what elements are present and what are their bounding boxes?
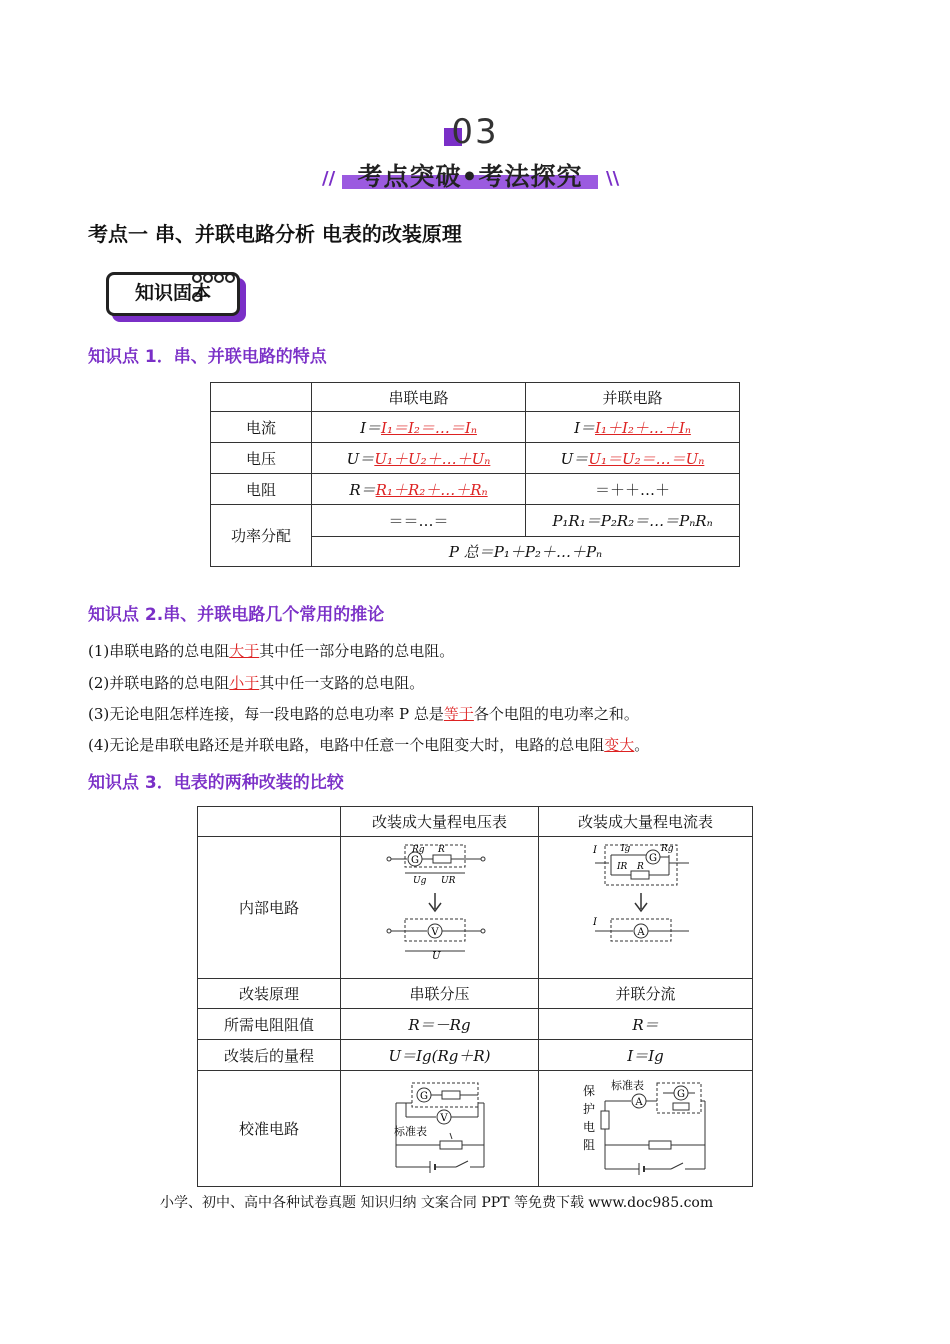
table-row	[211, 474, 740, 505]
kp2-title: 知识点 2.串、并联电路几个常用的推论	[88, 605, 385, 625]
ig-label: Ig	[620, 843, 630, 854]
kp1-title: 知识点 1．串、并联电路的特点	[88, 347, 327, 367]
table-row	[198, 979, 753, 1009]
knowledge-badge	[106, 272, 242, 318]
voltmeter-cell: 串联分压	[341, 979, 539, 1009]
table-row	[198, 1040, 753, 1071]
ammeter-internal-circuit	[539, 837, 753, 979]
voltmeter-cell: U＝Ig(Rg＋R)	[341, 1040, 539, 1071]
ug-label: Ug	[412, 875, 426, 886]
galvanometer-label: G	[410, 854, 419, 866]
ammeter-calibration-circuit	[539, 1071, 753, 1187]
kp1-header-parallel: 并联电路	[526, 383, 740, 412]
u-label: U	[431, 950, 440, 962]
row-label: 内部电路	[198, 837, 341, 979]
i-label: I	[592, 844, 597, 856]
list-item: (1)串联电路的总电阻大于其中任一部分电路的总电阻。	[88, 642, 455, 660]
series-cell: R＝R₁＋R₂＋…＋Rₙ	[312, 474, 526, 505]
voltmeter-cell: R＝－Rg	[341, 1009, 539, 1040]
svg-text:保: 保	[582, 1083, 595, 1098]
voltmeter-label: V	[430, 926, 439, 938]
svg-text:阻: 阻	[582, 1137, 595, 1152]
i-label: I	[592, 916, 597, 928]
row-label: 电流	[211, 412, 312, 443]
parallel-cell: ＝＋＋…＋	[526, 474, 740, 505]
ammeter-cell: I＝Ig	[539, 1040, 753, 1071]
series-cell: I＝I₁＝I₂＝…＝Iₙ	[312, 412, 526, 443]
topic-heading: 考点一 串、并联电路分析 电表的改装原理	[88, 222, 462, 246]
svg-text:G: G	[419, 1090, 428, 1102]
svg-text:G: G	[676, 1088, 685, 1100]
table-row	[198, 837, 753, 979]
ammeter-cell: R＝	[539, 1009, 753, 1040]
kp3-title: 知识点 3．电表的两种改装的比较	[88, 773, 344, 793]
svg-text:护: 护	[582, 1101, 595, 1116]
parallel-cell: U＝U₁＝U₂＝…＝Uₙ	[526, 443, 740, 474]
table-row	[198, 1009, 753, 1040]
badge-dots-decoration	[192, 268, 240, 276]
parallel-cell: P₁R₁＝P₂R₂＝…＝PₙRₙ	[526, 505, 740, 537]
list-item: (3)无论电阻怎样连接，每一段电路的总电功率 P 总是等于各个电阻的电功率之和。	[88, 705, 639, 723]
row-label: 改装原理	[198, 979, 341, 1009]
r-label: R	[437, 844, 445, 855]
ammeter-conversion-diagram	[591, 839, 701, 973]
kp1-table	[210, 382, 740, 567]
banner-title: 考点突破•考法探究	[357, 162, 583, 191]
kp3-header-blank	[198, 807, 341, 837]
voltmeter-calibration-circuit	[341, 1071, 539, 1187]
galvanometer-label: G	[648, 852, 657, 864]
table-row	[198, 1071, 753, 1187]
voltmeter-conversion-diagram	[385, 839, 495, 973]
svg-text:V: V	[439, 1112, 448, 1124]
row-label: 校准电路	[198, 1071, 341, 1187]
page-footer: 小学、初中、高中各种试卷真题 知识归纳 文案合同 PPT 等免费下载 www.doc985.com	[160, 1195, 714, 1211]
ir-label: IR	[616, 861, 627, 872]
row-label: 所需电阻阻值	[198, 1009, 341, 1040]
list-item: (4)无论是串联电路还是并联电路，电路中任意一个电阻变大时，电路的总电阻变大。	[88, 736, 650, 754]
power-total-cell: P 总＝P₁＋P₂＋…＋Pₙ	[312, 537, 740, 567]
row-label: 改装后的量程	[198, 1040, 341, 1071]
rg-label: Rg	[411, 844, 425, 855]
kp1-header-blank	[211, 383, 312, 412]
section-number: 03	[451, 112, 499, 152]
ammeter-calibration-diagram	[581, 1077, 711, 1177]
row-label: 功率分配	[211, 505, 312, 567]
rg-label: Rg	[660, 843, 674, 854]
standard-meter-label: 标准表	[393, 1124, 427, 1138]
table-row	[211, 505, 740, 537]
series-cell: ＝＝…＝	[312, 505, 526, 537]
standard-meter-label: 标准表	[610, 1078, 644, 1092]
kp3-table	[197, 806, 753, 1187]
kp3-header-ammeter: 改装成大量程电流表	[539, 807, 753, 837]
series-cell: U＝U₁＋U₂＋…＋Uₙ	[312, 443, 526, 474]
kp3-header-voltmeter: 改装成大量程电压表	[341, 807, 539, 837]
voltmeter-calibration-diagram	[390, 1077, 490, 1177]
ammeter-label: A	[636, 926, 645, 938]
badge-label: 知识固本	[134, 282, 211, 304]
list-item: (2)并联电路的总电阻小于其中任一支路的总电阻。	[88, 674, 425, 692]
banner-slash-right: \\	[606, 168, 620, 189]
r-label: R	[636, 861, 644, 872]
svg-text:A: A	[634, 1096, 643, 1108]
ammeter-cell: 并联分流	[539, 979, 753, 1009]
svg-text:电: 电	[582, 1119, 595, 1134]
section-banner	[338, 157, 602, 189]
banner-slash-left: //	[322, 168, 336, 189]
row-label: 电阻	[211, 474, 312, 505]
table-row	[211, 443, 740, 474]
table-row	[211, 412, 740, 443]
voltmeter-internal-circuit	[341, 837, 539, 979]
parallel-cell: I＝I₁＋I₂＋…＋Iₙ	[526, 412, 740, 443]
kp1-header-series: 串联电路	[312, 383, 526, 412]
ur-label: UR	[440, 875, 455, 886]
row-label: 电压	[211, 443, 312, 474]
